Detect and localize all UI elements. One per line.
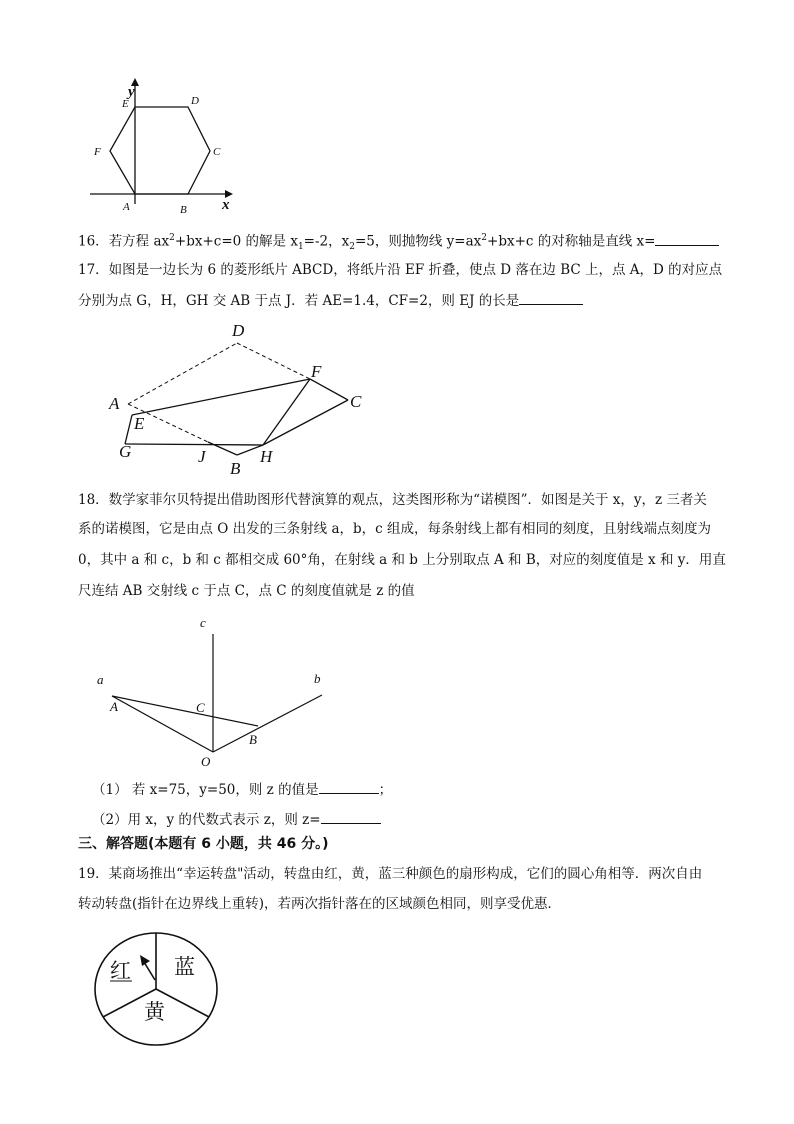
dashed-AD bbox=[128, 343, 237, 404]
line-JB bbox=[208, 442, 237, 455]
question-19-line-2: 转动转盘(指针在边界线上重转)，若两次指针落在的区域颜色相同，则享受优惠． bbox=[78, 896, 562, 912]
segment-AB bbox=[112, 696, 258, 726]
line-EG bbox=[125, 415, 132, 444]
dashed-DF bbox=[237, 343, 310, 379]
label-B: B bbox=[230, 459, 241, 478]
label-yellow: 黄 bbox=[144, 1000, 165, 1024]
label-y: y bbox=[128, 84, 135, 100]
label-b: b bbox=[314, 671, 321, 686]
label-C: C bbox=[196, 700, 205, 715]
label-a: a bbox=[97, 672, 104, 687]
label-E: E bbox=[122, 98, 129, 110]
pointer-shaft bbox=[144, 962, 155, 980]
question-18-line-3: 0，其中 a 和 c，b 和 c 都相交成 60°角，在射线 a 和 b 上分别取点 A 和 B，对应的刻度值是 x 和 y．用直 bbox=[78, 552, 726, 568]
question-18-line-1: 18．数学家菲尔贝特提出借助图形代替演算的观点，这类图形称为“诺模图”．如图是关于 x，y，z 三者关 bbox=[78, 492, 707, 508]
label-A: A bbox=[110, 699, 118, 714]
question-18-line-2: 系的诺模图，它是由点 O 出发的三条射线 a，b，c 组成，每条射线上都有相同的刻度，且射线端点刻度为 bbox=[78, 521, 711, 537]
line-GH bbox=[125, 444, 263, 445]
line-CH bbox=[263, 400, 348, 445]
label-E: E bbox=[134, 414, 145, 433]
label-A: A bbox=[123, 201, 130, 213]
label-D: D bbox=[232, 321, 245, 340]
question-17-line-2: 分别为点 G，H，GH 交 AB 于点 J．若 AE=1.4，CF=2，则 EJ 的长是 bbox=[78, 290, 778, 311]
hexagon-figure bbox=[90, 78, 250, 218]
label-red: 红 bbox=[110, 959, 131, 983]
q17-answer-blank[interactable] bbox=[519, 290, 583, 305]
label-A: A bbox=[109, 394, 120, 413]
question-18-part-1: （1） 若 x=75，y=50，则 z 的值是 ； bbox=[92, 779, 792, 800]
spinner-figure bbox=[88, 930, 238, 1050]
ray-b bbox=[213, 695, 322, 752]
nomogram-figure bbox=[90, 612, 340, 772]
q18-part1-answer-blank[interactable] bbox=[319, 779, 379, 794]
question-19-line-1: 19．某商场推出“幸运转盘"活动，转盘由红，黄，蓝三种颜色的扇形构成，它们的圆心角相等．两次自由 bbox=[78, 866, 703, 882]
label-H: H bbox=[260, 447, 273, 466]
label-F: F bbox=[311, 362, 322, 381]
question-18-part-2: （2）用 x，y 的代数式表示 z，则 z= bbox=[92, 809, 792, 830]
label-D: D bbox=[191, 95, 199, 107]
label-C: C bbox=[213, 146, 221, 158]
q18-part2-answer-blank[interactable] bbox=[321, 809, 381, 824]
label-O: O bbox=[201, 754, 211, 769]
q16-answer-blank[interactable] bbox=[655, 231, 719, 246]
line-FH bbox=[263, 379, 310, 445]
label-G: G bbox=[119, 442, 132, 461]
label-x: x bbox=[222, 197, 230, 213]
label-J: J bbox=[198, 447, 206, 466]
question-18-line-4: 尺连结 AB 交射线 c 于点 C，点 C 的刻度值就是 z 的值 bbox=[78, 583, 415, 599]
label-c: c bbox=[200, 615, 206, 630]
label-C: C bbox=[350, 392, 362, 411]
question-16: 16．若方程 $ax^2+bx+c=0$ 的解是 $x_1=-2$，$x_2=5$，则抛物线 $y=ax^2+bx+c$ 的对称轴是直线 x= bbox=[78, 228, 778, 257]
question-17-line-1: 17．如图是一边长为 6 的菱形纸片 ABCD，将纸片沿 EF 折叠，使点 D 落在边 BC 上，点 A，D 的对应点 bbox=[78, 262, 723, 278]
q16-number: 16． bbox=[78, 233, 109, 250]
label-blue: 蓝 bbox=[174, 955, 195, 979]
label-B: B bbox=[180, 204, 187, 216]
label-B: B bbox=[249, 732, 257, 747]
hexagon-shape bbox=[110, 107, 210, 194]
line-EF bbox=[132, 379, 310, 415]
section-3-title: 三、解答题(本题有 6 小题，共 46 分。) bbox=[78, 836, 329, 852]
line-FC bbox=[310, 379, 348, 400]
rhombus-figure bbox=[100, 318, 380, 478]
label-F: F bbox=[94, 146, 101, 158]
